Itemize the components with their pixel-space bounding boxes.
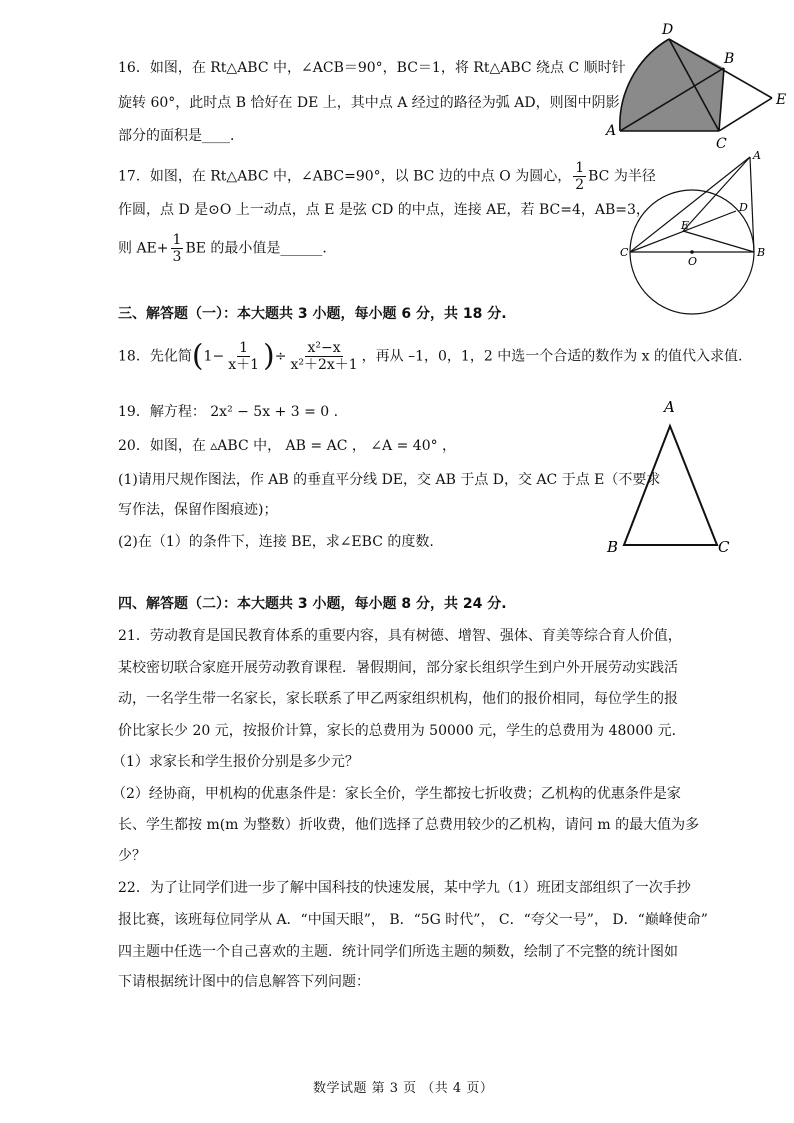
q16-label-a: A [606, 123, 617, 139]
q19-text: 19．解方程： 2x² − 5x + 3 = 0 . [118, 404, 339, 420]
q17-label-c: C [620, 246, 629, 259]
q16-figure [600, 10, 794, 150]
page-footer: 数学试题 第 3 页 （共 4 页） [313, 1081, 494, 1096]
q22-line-2: 报比赛，该班每位同学从 A．“中国天眼”， B．“5G 时代”， C．“夸父一号”， D．“巅峰使命” [118, 912, 708, 928]
section-4-heading: 四、解答题（二）：本大题共 3 小题，每小题 8 分，共 24 分. [118, 596, 507, 612]
q21-line-2: 某校密切联合家庭开展劳动教育课程．暑假期间，部分家长组织学生到户外开展劳动实践活 [118, 660, 678, 676]
q17-label-b: B [757, 246, 766, 259]
q22-line-1: 22．为了让同学们进一步了解中国科技的快速发展，某中学九（1）班团支部组织了一次手抄 [118, 880, 691, 896]
q18-prefix: 18．先化简 [118, 348, 192, 365]
q17-line-1a: 17．如图，在 Rt△ABC 中，∠ABC=90°，以 BC 边的中点 O 为圆心， [118, 168, 572, 185]
q20-line-2: (1)请用尺规作图法，作 AB 的垂直平分线 DE，交 AB 于点 D，交 AC 于点 E（不要求 [118, 472, 661, 488]
q20-line-3: 写作法，保留作图痕迹)； [118, 502, 278, 518]
q20-line-4: (2)在（1）的条件下，连接 BE，求∠EBC 的度数. [118, 534, 434, 550]
q21-line-6: （2）经协商，甲机构的优惠条件是：家长全价，学生都按七折收费；乙机构的优惠条件是家 [112, 786, 681, 802]
q20-label-b: B [607, 538, 619, 556]
q21-line-1: 21．劳动教育是国民教育体系的重要内容，具有树德、增智、强体、育美等综合育人价值， [118, 628, 682, 644]
q17-line-2: 作圆，点 D 是⊙O 上一动点，点 E 是弦 CD 的中点，连接 AE，若 BC=4，AB=3， [118, 202, 650, 218]
q16-label-e: E [776, 92, 787, 108]
q16-shaded-region [620, 39, 724, 131]
q20-figure [600, 396, 740, 558]
q17-fraction-half: $\frac{1}{2}$ [575, 160, 585, 193]
q17-line-3b: BE 的最小值是______． [185, 240, 337, 257]
q20-label-c: C [718, 538, 730, 556]
q17-line-3 [118, 232, 336, 265]
q21-line-4: 价比家长少 20 元，按报价计算，家长的总费用为 50000 元，学生的总费用为 48000 元． [118, 723, 686, 739]
q17-line-3a: 则 AE+ [118, 240, 169, 257]
q17-figure [615, 145, 794, 315]
q16-label-d: D [662, 22, 674, 38]
q17-line-1 [118, 160, 656, 193]
q16-line-2: 旋转 60°，此时点 B 恰好在 DE 上，其中点 A 经过的路径为弧 AD，则图中阴影 [118, 95, 620, 111]
q22-line-3: 四主题中任选一个自己喜欢的主题．统计同学们所选主题的频数，绘制了不完整的统计图如 [118, 944, 678, 960]
q18-fraction-1: $\frac{1}{x+1}$ [228, 340, 259, 373]
q18-expression: 18．先化简(1− $\frac{1}{x+1}$ )÷ $\frac{\text{x²−x}}{\text{x²＋2x＋1}}$ ，再从 –1，0，1，2 中选一个合适的数作为 x 的值代入求值. [118, 338, 743, 374]
q20-line-1: 20．如图，在 ▵ABC 中， AB = AC ， ∠A = 40° ， [118, 438, 457, 454]
q21-line-7: 长、学生都按 m(m 为整数）折收费，他们选择了总费用较少的乙机构，请问 m 的最大值为多 [118, 817, 700, 833]
q18-fraction-2: $\frac{\text{x²−x}}{\text{x²＋2x＋1}}$ [290, 340, 358, 373]
q21-line-5: （1）求家长和学生报价分别是多少元？ [112, 754, 359, 770]
q16-line-1: 16．如图，在 Rt△ABC 中，∠ACB＝90°，BC＝1，将 Rt△ABC 绕点 C 顺时针 [118, 60, 626, 76]
q18-suffix: ，再从 –1，0，1，2 中选一个合适的数作为 x 的值代入求值. [361, 348, 743, 365]
q17-fraction-third: $\frac{1}{3}$ [172, 232, 182, 265]
q21-line-8: 少？ [118, 848, 146, 864]
q21-line-3: 动，一名学生带一名家长，家长联系了甲乙两家组织机构，他们的报价相同，每位学生的报 [118, 691, 678, 707]
section-3-heading: 三、解答题（一）：本大题共 3 小题，每小题 6 分，共 18 分. [118, 306, 507, 322]
q22-line-4: 下请根据统计图中的信息解答下列问题： [118, 974, 370, 990]
q20-triangle-abc [624, 426, 717, 545]
q17-center-dot [690, 250, 694, 254]
q20-label-a: A [664, 398, 675, 416]
q17-label-d: D [739, 201, 748, 214]
q16-label-b: B [724, 51, 735, 67]
q17-label-o: O [688, 255, 698, 268]
q16-label-c: C [716, 136, 727, 150]
q17-line-1b: BC 为半径 [588, 168, 656, 185]
q16-line-3: 部分的面积是____． [118, 128, 244, 144]
q17-label-e: E [681, 219, 690, 232]
q17-label-a: A [753, 149, 761, 162]
